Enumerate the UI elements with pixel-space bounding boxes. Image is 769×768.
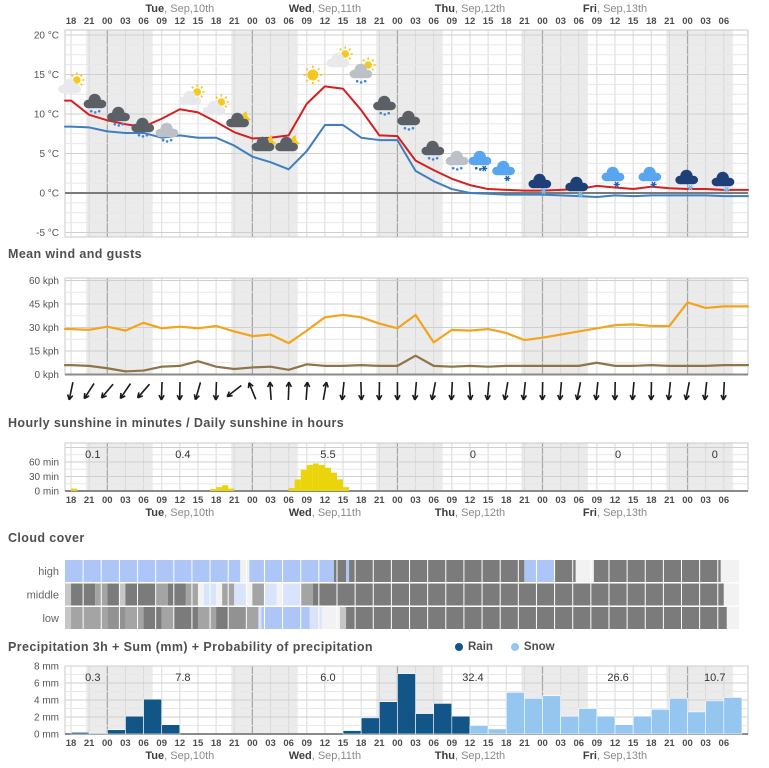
rain-bar [343, 731, 361, 734]
svg-text:12: 12 [174, 495, 186, 506]
svg-text:03: 03 [700, 495, 711, 506]
snow-bar [706, 701, 724, 734]
svg-text:Thu, Sep,12th: Thu, Sep,12th [434, 507, 506, 519]
svg-text:15: 15 [192, 495, 204, 506]
rain-bar [107, 730, 125, 734]
snow-bar [669, 698, 687, 734]
svg-text:09: 09 [301, 495, 313, 506]
cloud-segment [65, 607, 71, 629]
svg-text:Wed, Sep,11th: Wed, Sep,11th [288, 750, 362, 762]
wind-direction-arrow [177, 382, 182, 400]
svg-text:06: 06 [428, 738, 439, 749]
svg-text:Tue, Sep,10th: Tue, Sep,10th [145, 750, 215, 762]
wind-direction-arrow [68, 382, 73, 400]
wind-direction-arrow [359, 382, 364, 400]
svg-text:4 mm: 4 mm [34, 695, 59, 707]
svg-text:03: 03 [700, 738, 711, 749]
svg-text:06: 06 [428, 495, 439, 506]
cloud-segment [283, 584, 301, 606]
svg-text:0.3: 0.3 [85, 672, 101, 684]
rain-bar [125, 716, 143, 734]
cloud-segment [162, 607, 174, 629]
wind-direction-arrow [575, 382, 580, 400]
rain-bar [416, 714, 434, 734]
cloud-segment [65, 584, 71, 606]
svg-text:00: 00 [247, 16, 258, 27]
wind-direction-arrow [521, 382, 526, 400]
svg-text:2 mm: 2 mm [34, 712, 59, 724]
svg-text:Tue, Sep,10th: Tue, Sep,10th [145, 3, 215, 15]
svg-text:15: 15 [192, 16, 204, 27]
svg-text:09: 09 [301, 16, 313, 27]
svg-text:7.8: 7.8 [175, 672, 191, 684]
svg-text:03: 03 [265, 16, 276, 27]
svg-text:03: 03 [410, 495, 421, 506]
svg-text:21: 21 [374, 495, 385, 506]
snow-bar [724, 697, 742, 734]
svg-text:6 mm: 6 mm [34, 678, 59, 690]
svg-text:18: 18 [500, 738, 512, 749]
cloud-segment [107, 607, 125, 629]
svg-text:21: 21 [83, 738, 95, 749]
wind-direction-arrow [449, 382, 454, 400]
svg-text:03: 03 [120, 495, 131, 506]
svg-text:00: 00 [247, 495, 258, 506]
wind-direction-arrow [612, 382, 617, 400]
svg-text:09: 09 [446, 16, 458, 27]
svg-text:03: 03 [410, 16, 421, 27]
svg-text:15: 15 [337, 738, 349, 749]
svg-text:12: 12 [609, 738, 621, 749]
svg-text:12: 12 [174, 738, 186, 749]
wind-direction-arrow [84, 383, 94, 398]
svg-text:21: 21 [228, 495, 240, 506]
svg-text:00: 00 [537, 16, 548, 27]
cloud-segment [65, 560, 240, 582]
sunshine-panel-title: Hourly sunshine in minutes / Daily sunshine in hours [8, 416, 345, 430]
svg-text:21: 21 [519, 495, 530, 506]
svg-text:06: 06 [718, 738, 730, 749]
wind-direction-arrow [304, 382, 309, 400]
svg-text:00: 00 [102, 495, 113, 506]
wind-direction-arrow [666, 382, 671, 400]
wind-direction-arrow [213, 382, 218, 400]
cloud-segment [594, 560, 721, 582]
weather-icon-snow-blue [638, 167, 661, 187]
weather-icon-partly-day [179, 84, 205, 105]
svg-text:00: 00 [102, 16, 113, 27]
svg-text:Fri, Sep,13th: Fri, Sep,13th [582, 507, 648, 519]
svg-text:0 min: 0 min [34, 486, 59, 498]
svg-text:0: 0 [711, 449, 718, 461]
legend-item-rain [455, 641, 493, 653]
snow-bar [524, 698, 542, 734]
svg-text:09: 09 [156, 738, 167, 749]
svg-text:0 kph: 0 kph [34, 370, 59, 381]
svg-text:18: 18 [500, 16, 512, 27]
svg-text:06: 06 [138, 16, 149, 27]
svg-text:15: 15 [627, 495, 639, 506]
svg-text:21: 21 [664, 495, 675, 506]
svg-text:10 °C: 10 °C [33, 109, 59, 121]
wind-direction-arrow [377, 382, 382, 400]
wind-direction-arrow [413, 382, 418, 400]
svg-text:45 kph: 45 kph [28, 299, 59, 311]
svg-text:15: 15 [482, 16, 494, 27]
svg-text:03: 03 [265, 738, 276, 749]
svg-text:03: 03 [555, 16, 566, 27]
wind-direction-arrow [468, 382, 473, 400]
svg-text:12: 12 [609, 16, 621, 27]
wind-direction-arrow [120, 384, 130, 399]
svg-text:Thu, Sep,12th: Thu, Sep,12th [434, 750, 506, 762]
wind-direction-arrow [540, 382, 545, 400]
svg-text:Fri, Sep,13th: Fri, Sep,13th [582, 3, 648, 15]
wind-direction-arrow [594, 382, 599, 400]
svg-text:5.5: 5.5 [320, 449, 336, 461]
svg-text:03: 03 [265, 495, 276, 506]
svg-text:18: 18 [500, 495, 512, 506]
svg-text:30 min: 30 min [28, 472, 59, 484]
snow-bar [470, 726, 488, 735]
svg-text:8 mm: 8 mm [34, 661, 59, 673]
snow-bar [615, 725, 633, 734]
svg-text:06: 06 [573, 738, 585, 749]
svg-text:15: 15 [192, 738, 204, 749]
cloud-panel-title: Cloud cover [8, 531, 85, 545]
rain-dot-icon [455, 643, 463, 651]
svg-text:15: 15 [627, 16, 639, 27]
svg-text:0: 0 [614, 449, 622, 461]
svg-text:03: 03 [410, 738, 421, 749]
svg-text:00: 00 [537, 495, 548, 506]
cloud-segment [340, 607, 346, 629]
svg-text:15 °C: 15 °C [33, 70, 59, 81]
cloud-segment [310, 607, 322, 629]
svg-text:00: 00 [682, 16, 693, 27]
wind-direction-arrow [721, 382, 726, 400]
svg-text:0.4: 0.4 [175, 449, 191, 461]
wind-direction-arrow [430, 382, 435, 400]
wind-panel-title: Mean wind and gusts [8, 247, 142, 261]
cloud-segment [261, 607, 309, 629]
snow-bar [633, 716, 651, 734]
wind-direction-arrow [649, 382, 654, 400]
svg-text:0.1: 0.1 [85, 449, 101, 461]
svg-text:26.6: 26.6 [607, 672, 629, 684]
svg-text:12: 12 [464, 16, 476, 27]
svg-text:0 °C: 0 °C [39, 188, 59, 200]
cloud-segment [198, 607, 216, 629]
snow-bar [688, 712, 706, 734]
rain-bar [434, 703, 452, 734]
svg-text:18: 18 [646, 495, 657, 506]
svg-text:09: 09 [301, 738, 313, 749]
cloud-segment [125, 607, 143, 629]
svg-text:03: 03 [555, 738, 566, 749]
rain-bar [397, 674, 415, 734]
wind-direction-arrow [340, 382, 345, 400]
svg-text:6.0: 6.0 [320, 672, 336, 684]
svg-text:06: 06 [718, 16, 730, 27]
snow-bar [597, 716, 615, 734]
svg-text:18: 18 [646, 738, 657, 749]
weather-icon-rain-sun [350, 57, 376, 83]
svg-text:21: 21 [374, 16, 385, 27]
svg-text:30 kph: 30 kph [28, 322, 59, 334]
svg-text:06: 06 [283, 16, 294, 27]
svg-text:20 °C: 20 °C [33, 30, 59, 42]
cloud-segment [216, 584, 222, 606]
svg-text:06: 06 [573, 495, 585, 506]
wind-direction-arrow [102, 384, 114, 398]
svg-text:12: 12 [464, 738, 476, 749]
svg-text:0 mm: 0 mm [34, 729, 59, 741]
svg-text:09: 09 [591, 738, 603, 749]
svg-text:0: 0 [469, 449, 477, 461]
svg-text:00: 00 [247, 738, 258, 749]
svg-text:00: 00 [392, 16, 403, 27]
legend-item-snow [511, 641, 555, 653]
svg-text:00: 00 [682, 738, 693, 749]
wind-direction-arrow [558, 382, 563, 400]
svg-text:21: 21 [519, 16, 530, 27]
cloud-segment [246, 607, 258, 629]
svg-text:12: 12 [319, 495, 331, 506]
cloud-segment [258, 607, 261, 629]
svg-text:00: 00 [392, 495, 403, 506]
snow-bar [506, 692, 524, 734]
weather-icon-partly-day [327, 46, 353, 67]
precipitation-legend [455, 641, 555, 653]
rain-bar [452, 716, 470, 734]
snow-bar [561, 716, 579, 734]
cloud-segment [349, 560, 524, 582]
svg-text:21: 21 [228, 738, 240, 749]
svg-text:18: 18 [646, 16, 657, 27]
wind-direction-arrow [395, 382, 400, 400]
cloud-segment [198, 584, 204, 606]
cloud-segment [174, 607, 198, 629]
svg-text:15 kph: 15 kph [28, 346, 59, 358]
svg-text:60 min: 60 min [28, 457, 59, 469]
svg-text:18: 18 [355, 495, 367, 506]
svg-text:12: 12 [464, 495, 476, 506]
svg-text:06: 06 [718, 495, 730, 506]
cloud-segment [252, 584, 264, 606]
weather-icon-partly-day [203, 94, 229, 115]
svg-text:09: 09 [156, 495, 167, 506]
svg-text:06: 06 [428, 16, 439, 27]
svg-text:12: 12 [609, 495, 621, 506]
wind-direction-arrow [703, 382, 708, 400]
cloud-segment [249, 560, 334, 582]
svg-text:12: 12 [174, 16, 186, 27]
svg-text:03: 03 [120, 738, 131, 749]
svg-text:18: 18 [210, 16, 222, 27]
legend-snow-label: Snow [523, 641, 555, 653]
wind-direction-arrow [268, 382, 273, 400]
svg-text:60 kph: 60 kph [28, 275, 59, 287]
snow-bar [488, 729, 506, 734]
rain-bar [379, 702, 397, 734]
svg-text:5 °C: 5 °C [39, 149, 59, 160]
wind-direction-arrow [227, 385, 241, 396]
svg-text:18: 18 [65, 738, 77, 749]
svg-text:09: 09 [446, 495, 458, 506]
cloud-segment [107, 584, 119, 606]
rain-bar [71, 732, 89, 734]
cloud-segment [246, 584, 252, 606]
wind-direction-arrow [286, 382, 291, 400]
svg-text:09: 09 [156, 16, 167, 27]
svg-text:21: 21 [374, 738, 385, 749]
weather-icon-snow-blue [602, 167, 625, 187]
svg-text:18: 18 [65, 16, 77, 27]
svg-text:09: 09 [591, 16, 603, 27]
svg-text:Fri, Sep,13th: Fri, Sep,13th [582, 750, 648, 762]
cloud-segment [228, 607, 246, 629]
snow-bar [579, 709, 597, 735]
wind-direction-arrow [323, 382, 328, 400]
cloud-segment [125, 584, 155, 606]
svg-text:06: 06 [283, 495, 294, 506]
snow-bar [542, 696, 560, 734]
svg-text:06: 06 [573, 16, 585, 27]
svg-text:21: 21 [664, 738, 675, 749]
svg-text:03: 03 [555, 495, 566, 506]
cloud-segment [264, 584, 276, 606]
wind-direction-arrow [248, 383, 255, 400]
svg-text:18: 18 [65, 495, 77, 506]
precipitation-panel-title: Precipitation 3h + Sum (mm) + Probability of precipitation [8, 640, 373, 654]
svg-text:32.4: 32.4 [462, 672, 484, 684]
weather-icon-rain-light [156, 123, 179, 143]
weather-icon-partly-day [58, 72, 84, 93]
svg-text:03: 03 [700, 16, 711, 27]
svg-text:21: 21 [664, 16, 675, 27]
svg-text:Tue, Sep,10th: Tue, Sep,10th [145, 507, 215, 519]
rain-bar [89, 733, 107, 734]
svg-text:Wed, Sep,11th: Wed, Sep,11th [288, 3, 362, 15]
wind-direction-arrow [503, 382, 508, 400]
svg-text:10.7: 10.7 [704, 672, 726, 684]
rain-bar [144, 699, 162, 734]
svg-text:09: 09 [446, 738, 458, 749]
cloud-segment [346, 560, 349, 582]
svg-text:00: 00 [392, 738, 403, 749]
svg-text:21: 21 [519, 738, 530, 749]
svg-text:18: 18 [355, 738, 367, 749]
svg-text:18: 18 [210, 495, 222, 506]
svg-text:18: 18 [355, 16, 367, 27]
svg-text:18: 18 [210, 738, 222, 749]
svg-text:low: low [42, 613, 59, 625]
svg-text:21: 21 [83, 495, 95, 506]
cloud-segment [168, 584, 186, 606]
cloud-segment [301, 584, 313, 606]
wind-direction-arrow [485, 382, 490, 400]
cloud-segment [724, 584, 739, 606]
svg-text:00: 00 [682, 495, 693, 506]
svg-text:06: 06 [138, 495, 149, 506]
svg-text:12: 12 [319, 16, 331, 27]
rain-bar [361, 718, 379, 734]
wind-direction-arrow [159, 382, 164, 400]
svg-text:15: 15 [482, 495, 494, 506]
cloud-segment [727, 607, 739, 629]
cloud-segment [144, 607, 162, 629]
cloud-segment [524, 560, 554, 582]
svg-text:06: 06 [138, 738, 149, 749]
svg-text:middle: middle [26, 589, 59, 602]
svg-text:high: high [38, 566, 59, 578]
svg-text:09: 09 [591, 495, 603, 506]
svg-text:00: 00 [537, 738, 548, 749]
svg-text:12: 12 [319, 738, 331, 749]
svg-text:15: 15 [627, 738, 639, 749]
cloud-segment [156, 584, 168, 606]
legend-rain-label: Rain [468, 641, 493, 653]
wind-direction-arrow [138, 384, 150, 398]
svg-text:03: 03 [120, 16, 131, 27]
rain-bar [162, 725, 180, 734]
svg-text:Thu, Sep,12th: Thu, Sep,12th [434, 3, 506, 15]
svg-text:Wed, Sep,11th: Wed, Sep,11th [288, 507, 362, 519]
svg-text:21: 21 [228, 16, 240, 27]
svg-text:-5 °C: -5 °C [36, 228, 59, 239]
cloud-segment [216, 607, 228, 629]
wind-direction-arrow [684, 382, 689, 400]
cloud-segment [119, 584, 125, 606]
svg-text:21: 21 [83, 16, 95, 27]
cloud-segment [721, 560, 739, 582]
snow-bar [651, 709, 669, 734]
cloud-segment [277, 584, 283, 606]
cloud-segment [71, 607, 107, 629]
svg-text:00: 00 [102, 738, 113, 749]
svg-text:15: 15 [337, 495, 349, 506]
svg-text:15: 15 [337, 16, 349, 27]
svg-text:06: 06 [283, 738, 294, 749]
wind-direction-arrow [194, 382, 200, 399]
cloud-segment [240, 560, 249, 582]
wind-direction-arrow [630, 382, 635, 400]
cloud-segment [334, 560, 346, 582]
snow-dot-icon [511, 643, 519, 651]
cloud-segment [234, 584, 246, 606]
svg-text:15: 15 [482, 738, 494, 749]
